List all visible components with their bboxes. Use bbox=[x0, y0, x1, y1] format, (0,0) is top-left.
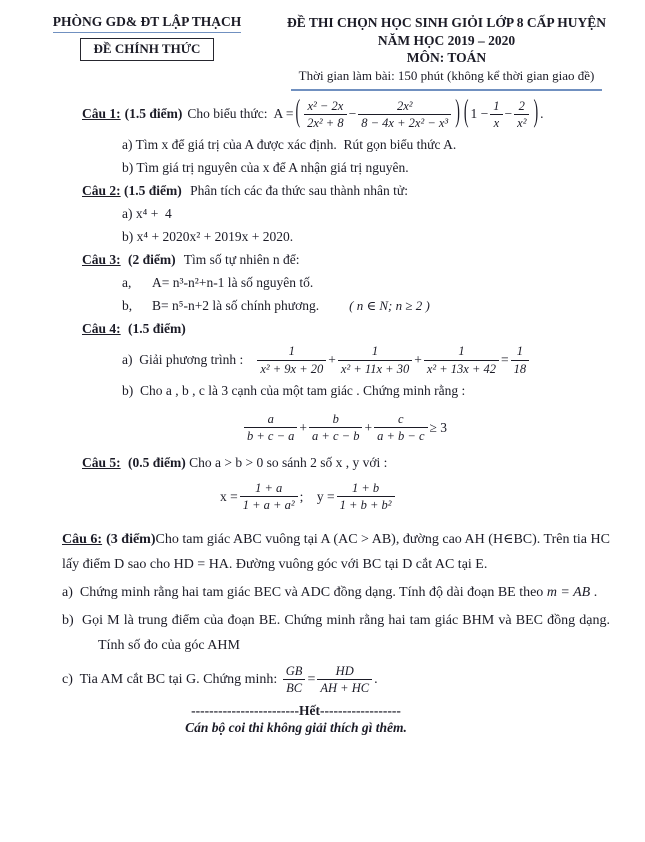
exam-body bbox=[0, 96, 645, 737]
q5-intro: Cho a > b > 0 so sánh 2 số x , y với : bbox=[189, 454, 388, 470]
end-marker: ------------------------Hết------------------ bbox=[191, 703, 401, 719]
q3-item-b-marker: b, bbox=[122, 298, 133, 314]
department-title: PHÒNG GD& ĐT LẬP THẠCH bbox=[53, 14, 242, 33]
header-divider bbox=[291, 89, 601, 91]
q4-points: (1.5 điểm) bbox=[128, 321, 186, 337]
q1-points: (1.5 điểm) bbox=[124, 106, 183, 122]
question-3 bbox=[82, 252, 605, 314]
q3-item-a bbox=[122, 275, 605, 291]
q6-item-a-text: a) Chứng minh rằng hai tam giác BEC và ADC đồng dạng. Tính độ dài đoạn BE theo bbox=[62, 584, 547, 600]
q4-label: Câu 4: bbox=[82, 321, 121, 337]
q6-item-a-period: . bbox=[590, 584, 598, 600]
exam-header bbox=[0, 0, 645, 91]
q6-item-a bbox=[62, 580, 610, 605]
q6-points: (3 điểm) bbox=[106, 531, 156, 547]
exam-footer bbox=[0, 703, 592, 736]
q1-label: Câu 1: bbox=[82, 106, 121, 122]
q6-intro bbox=[62, 527, 610, 577]
q4-item-a-text: a) Giải phương trình : bbox=[122, 352, 244, 368]
q2-item-a: a) x⁴ + 4 bbox=[122, 206, 172, 222]
q1-item-a: a) Tìm x để giá trị của A được xác định. Rút gọn biểu thức A. bbox=[122, 137, 457, 153]
q3-item-b-text: B= n⁵-n+2 là số chính phương. bbox=[152, 298, 320, 314]
q6-intro-text: Cho tam giác ABC vuông tại A (AC > AB), đường cao AH (H∈BC). Trên tia HC lấy điểm D sao cho HD = HA. Đường vuông góc với BC tại D cắt AC tại E. bbox=[62, 531, 610, 572]
q3-item-a-text: A= n³-n²+n-1 là số nguyên tố. bbox=[152, 275, 314, 291]
proctor-note: Cán bộ coi thi không giải thích gì thêm. bbox=[185, 720, 407, 736]
exam-title: ĐỀ THI CHỌN HỌC SINH GIỎI LỚP 8 CẤP HUYỆN bbox=[287, 15, 606, 30]
q2-label: Câu 2: bbox=[82, 183, 121, 199]
q6-item-b: b) Gọi M là trung điểm của đoạn BE. Chứng minh rằng hai tam giác BHM và BEC đồng dạng. Tính số đo của góc AHM bbox=[62, 612, 610, 653]
question-5 bbox=[82, 455, 605, 517]
question-2 bbox=[82, 183, 605, 245]
q1-item-b: b) Tìm giá trị nguyên của x để A nhận giá trị nguyên. bbox=[122, 160, 409, 176]
q6-item-c bbox=[62, 664, 610, 696]
q3-intro: Tìm số tự nhiên n để: bbox=[183, 252, 300, 268]
q4-inequality: $\frac{a}{b + c - a}$ + $\frac{b}{a + c - b}$ + $\frac{c}{a + b - c}$ ≥ 3 bbox=[242, 412, 447, 444]
q6-item-a-math: m = AB bbox=[546, 584, 591, 600]
q3-points: (2 điểm) bbox=[128, 252, 176, 268]
q3-heading bbox=[82, 252, 605, 268]
q1-heading bbox=[82, 96, 605, 131]
exam-duration: Thời gian làm bài: 150 phút (không kể thời gian giao đề) bbox=[298, 67, 595, 83]
q6-label: Câu 6: bbox=[62, 531, 103, 547]
q3-item-a-marker: a, bbox=[122, 275, 132, 291]
q4-item-b: b) Cho a , b , c là 3 cạnh của một tam giác . Chứng minh rằng : bbox=[122, 383, 466, 399]
q6-item-c-text: c) Tia AM cắt BC tại G. Chứng minh: bbox=[62, 671, 281, 687]
q6-item-c-formula: $\frac{GB}{BC}$ = $\frac{HD}{AH + HC}$ . bbox=[281, 664, 378, 696]
official-exam-box: ĐỀ CHÍNH THỨC bbox=[80, 38, 215, 61]
question-4 bbox=[82, 321, 605, 448]
subject: MÔN: TOÁN bbox=[406, 50, 487, 66]
q5-formula: x = $\frac{1 + a}{\text{1 + a + a²}}$ ; y = $\frac{1 + b}{\text{1 + b + b²}}$ bbox=[220, 481, 397, 513]
q5-heading bbox=[82, 455, 605, 471]
question-6 bbox=[62, 527, 610, 696]
q3-item-b-condition: ( n ∈ N; n ≥ 2 ) bbox=[349, 298, 430, 314]
header-left bbox=[28, 14, 266, 91]
school-year: NĂM HỌC 2019 – 2020 bbox=[377, 32, 516, 48]
q2-heading bbox=[82, 183, 605, 199]
q4-equation: $\frac{1}{\text{x² + 9x + 20}}$ + $\frac{1}{\text{x² + 11x + 30}}$ + $\frac{1}{\text{x² + 13x + 42}}$ = $\frac{1}{18}$ bbox=[255, 344, 531, 376]
question-1 bbox=[82, 96, 605, 177]
q2-item-b: b) x⁴ + 2020x² + 2019x + 2020. bbox=[122, 229, 294, 245]
q1-intro: Cho biểu thức: bbox=[187, 106, 268, 122]
q3-label: Câu 3: bbox=[82, 252, 121, 268]
q5-points: (0.5 điểm) bbox=[128, 454, 186, 470]
q4-heading bbox=[82, 321, 605, 337]
q2-intro: Phân tích các đa thức sau thành nhân tử: bbox=[190, 183, 408, 199]
q5-label: Câu 5: bbox=[82, 454, 121, 470]
q4-item-a bbox=[122, 344, 605, 376]
q2-points: (1.5 điểm) bbox=[124, 183, 182, 199]
q3-item-b bbox=[122, 298, 605, 314]
header-right bbox=[266, 14, 627, 91]
q1-formula: A = ( $\frac{\text{x² − 2x}}{\text{2x² + 8}}$ − $\frac{\text{2x²}}{\text{8 − 4x + 2x² − x³}}$ ) ( 1 − $\frac{1}{x}$ − $\frac{2}{\text{x²}}$ ) . bbox=[273, 96, 544, 131]
